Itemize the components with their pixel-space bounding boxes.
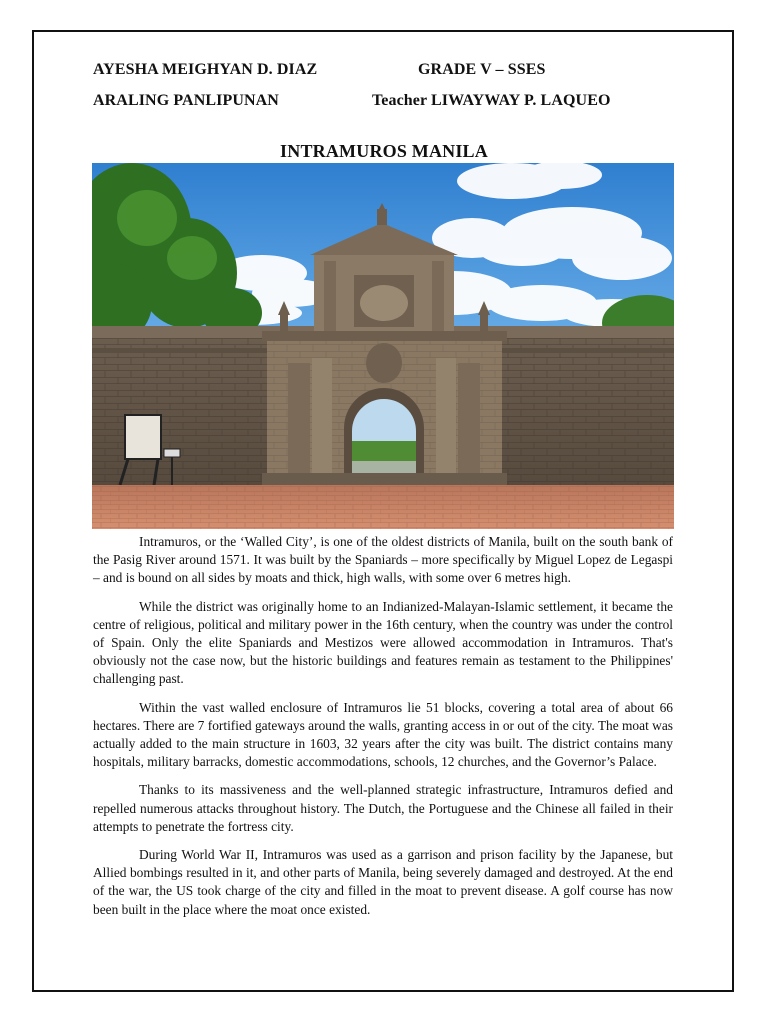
paragraph-3: Within the vast walled enclosure of Intramuros lie 51 blocks, covering a total area of about 66 hectares. There are 7 fortified gateways around the walls, granting access in or out of the city. The moat was actually added to the main structure in 1603, 32 years after the city was built. The district contains many hospitals, military barracks, domestic accommodations, schools, 12 churches, and the Governor’s Palace. — [93, 699, 673, 770]
photo-fort-santiago-gate — [92, 163, 674, 529]
grade-section: GRADE V – SSES — [418, 61, 546, 78]
student-name: AYESHA MEIGHYAN D. DIAZ — [93, 61, 318, 78]
paragraph-1: Intramuros, or the ‘Walled City’, is one of the oldest districts of Manila, built on the south bank of the Pasig River around 1571. It was built by the Spaniards – more specifically by Miguel Lopez de Legaspi – and is bound on all sides by moats and thick, high walls, with some over 6 metres high. — [93, 534, 673, 586]
paragraph-5: During World War II, Intramuros was used as a garrison and prison facility by the Japanese, but Allied bombings resulted in it, and other parts of Manila, being severely damaged and destroyed. At the end of the war, the US took charge of the city and filled in the moat to prevent disease. A golf course has now been built in the place where the moat once existed. — [93, 847, 673, 917]
teacher-name: Teacher LIWAYWAY P. LAQUEO — [372, 92, 611, 109]
document-title: INTRAMUROS MANILA — [280, 141, 488, 161]
subject-name: ARALING PANLIPUNAN — [93, 92, 279, 109]
paragraph-4: Thanks to its massiveness and the well-planned strategic infrastructure, Intramuros defied and repelled numerous attacks throughout history. The Dutch, the Portuguese and the Chinese all failed in their attempts to penetrate the fortress city. — [93, 782, 673, 834]
article-body — [93, 533, 673, 929]
paragraph-2: While the district was originally home to an Indianized-Malayan-Islamic settlement, it became the centre of religious, political and military power in the 16th century, when the country was under the control of Spain. Only the elite Spaniards and Mestizos were allowed accommodation in Intramuros. That's obviously not the case now, but the historic buildings and features remain as testament to the Philippines' challenging past. — [93, 598, 673, 687]
